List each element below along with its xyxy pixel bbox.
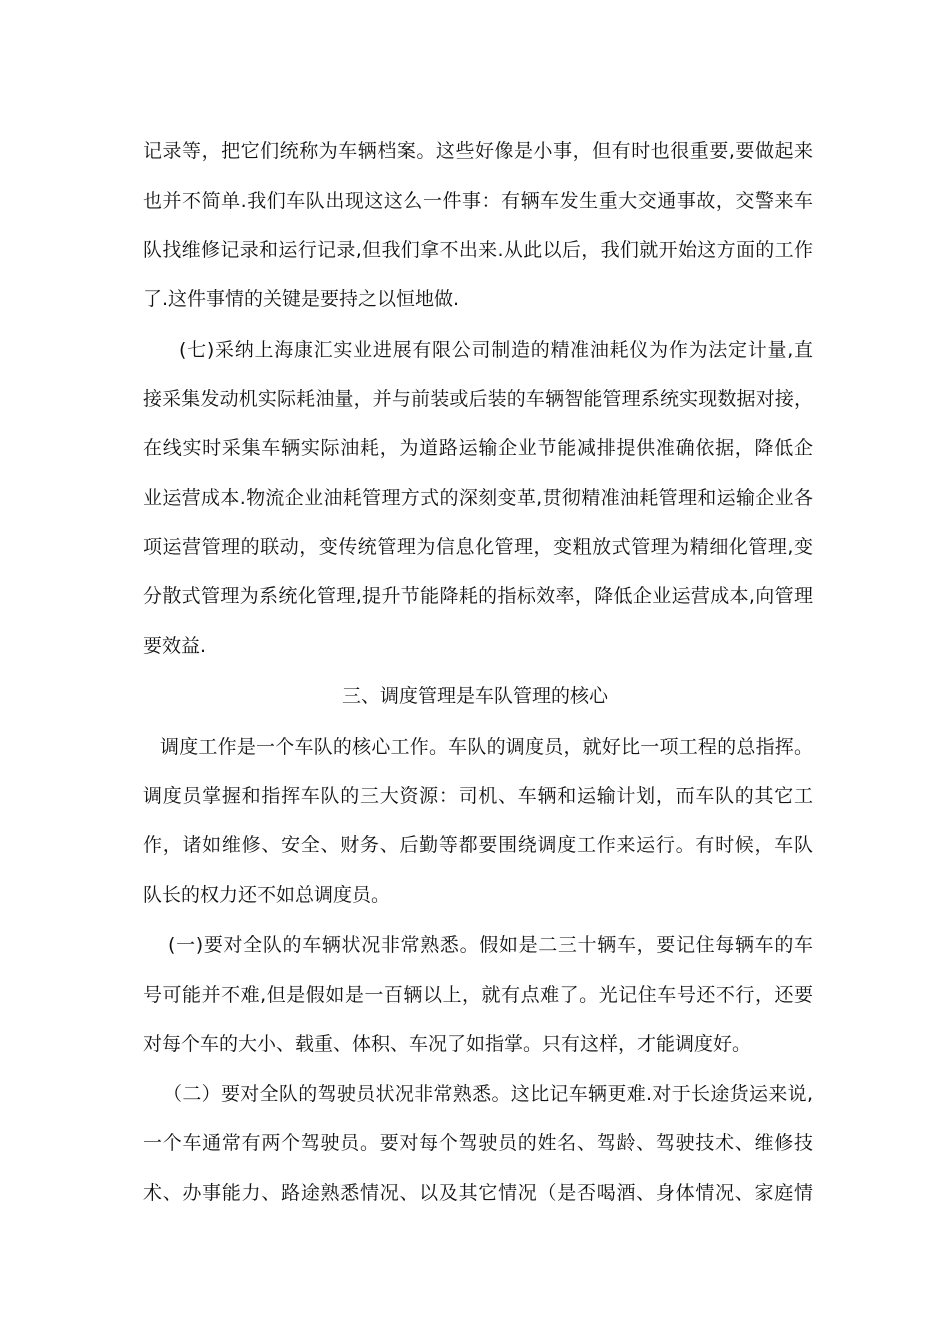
- body-line: 术、办事能力、路途熟悉情况、以及其它情况（是否喝酒、身体情况、家庭情: [143, 1182, 813, 1204]
- body-line: 调度员掌握和指挥车队的三大资源：司机、车辆和运输计划，而车队的其它工: [143, 785, 813, 807]
- body-line: 号可能并不难,但是假如是一百辆以上，就有点难了。光记住车号还不行，还要: [143, 984, 813, 1006]
- body-line: 了.这件事情的关键是要持之以恒地做.: [143, 288, 460, 310]
- section-heading: 三、调度管理是车队管理的核心: [341, 685, 608, 707]
- paragraph-first-line: (七)采纳上海康汇实业进展有限公司制造的精准油耗仪为作为法定计量,直: [179, 339, 813, 361]
- body-line: 队找维修记录和运行记录,但我们拿不出来.从此以后，我们就开始这方面的工作: [143, 239, 813, 261]
- paragraph-first-line: （二）要对全队的驾驶员状况非常熟悉。这比记车辆更难.对于长途货运来说,: [163, 1083, 813, 1105]
- body-line: 要效益.: [143, 635, 207, 657]
- body-line: 分散式管理为系统化管理,提升节能降耗的指标效率，降低企业运营成本,向管理: [143, 585, 813, 607]
- body-line: 在线实时采集车辆实际油耗，为道路运输企业节能减排提供准确依据，降低企: [143, 437, 813, 459]
- body-line: 也并不简单.我们车队出现这这么一件事：有辆车发生重大交通事故，交警来车: [143, 190, 813, 212]
- paragraph-first-line: 调度工作是一个车队的核心工作。车队的调度员，就好比一项工程的总指挥。: [160, 736, 813, 758]
- body-line: 业运营成本.物流企业油耗管理方式的深刻变革,贯彻精准油耗管理和运输企业各: [143, 487, 813, 509]
- body-line: 项运营管理的联动，变传统管理为信息化管理，变粗放式管理为精细化管理,变: [143, 536, 813, 558]
- body-line: 对每个车的大小、载重、体积、车况了如指掌。只有这样，才能调度好。: [143, 1033, 752, 1055]
- paragraph-first-line: (一)要对全队的车辆状况非常熟悉。假如是二三十辆车，要记住每辆车的车: [168, 934, 813, 956]
- body-line: 记录等，把它们统称为车辆档案。这些好像是小事，但有时也很重要,要做起来: [143, 140, 813, 162]
- body-line: 队长的权力还不如总调度员。: [143, 884, 391, 906]
- body-line: 作，诸如维修、安全、财务、后勤等都要围绕调度工作来运行。有时候，车队: [143, 834, 813, 856]
- body-line: 接采集发动机实际耗油量，并与前装或后装的车辆智能管理系统实现数据对接，: [143, 388, 813, 410]
- body-line: 一个车通常有两个驾驶员。要对每个驾驶员的姓名、驾龄、驾驶技术、维修技: [143, 1132, 813, 1154]
